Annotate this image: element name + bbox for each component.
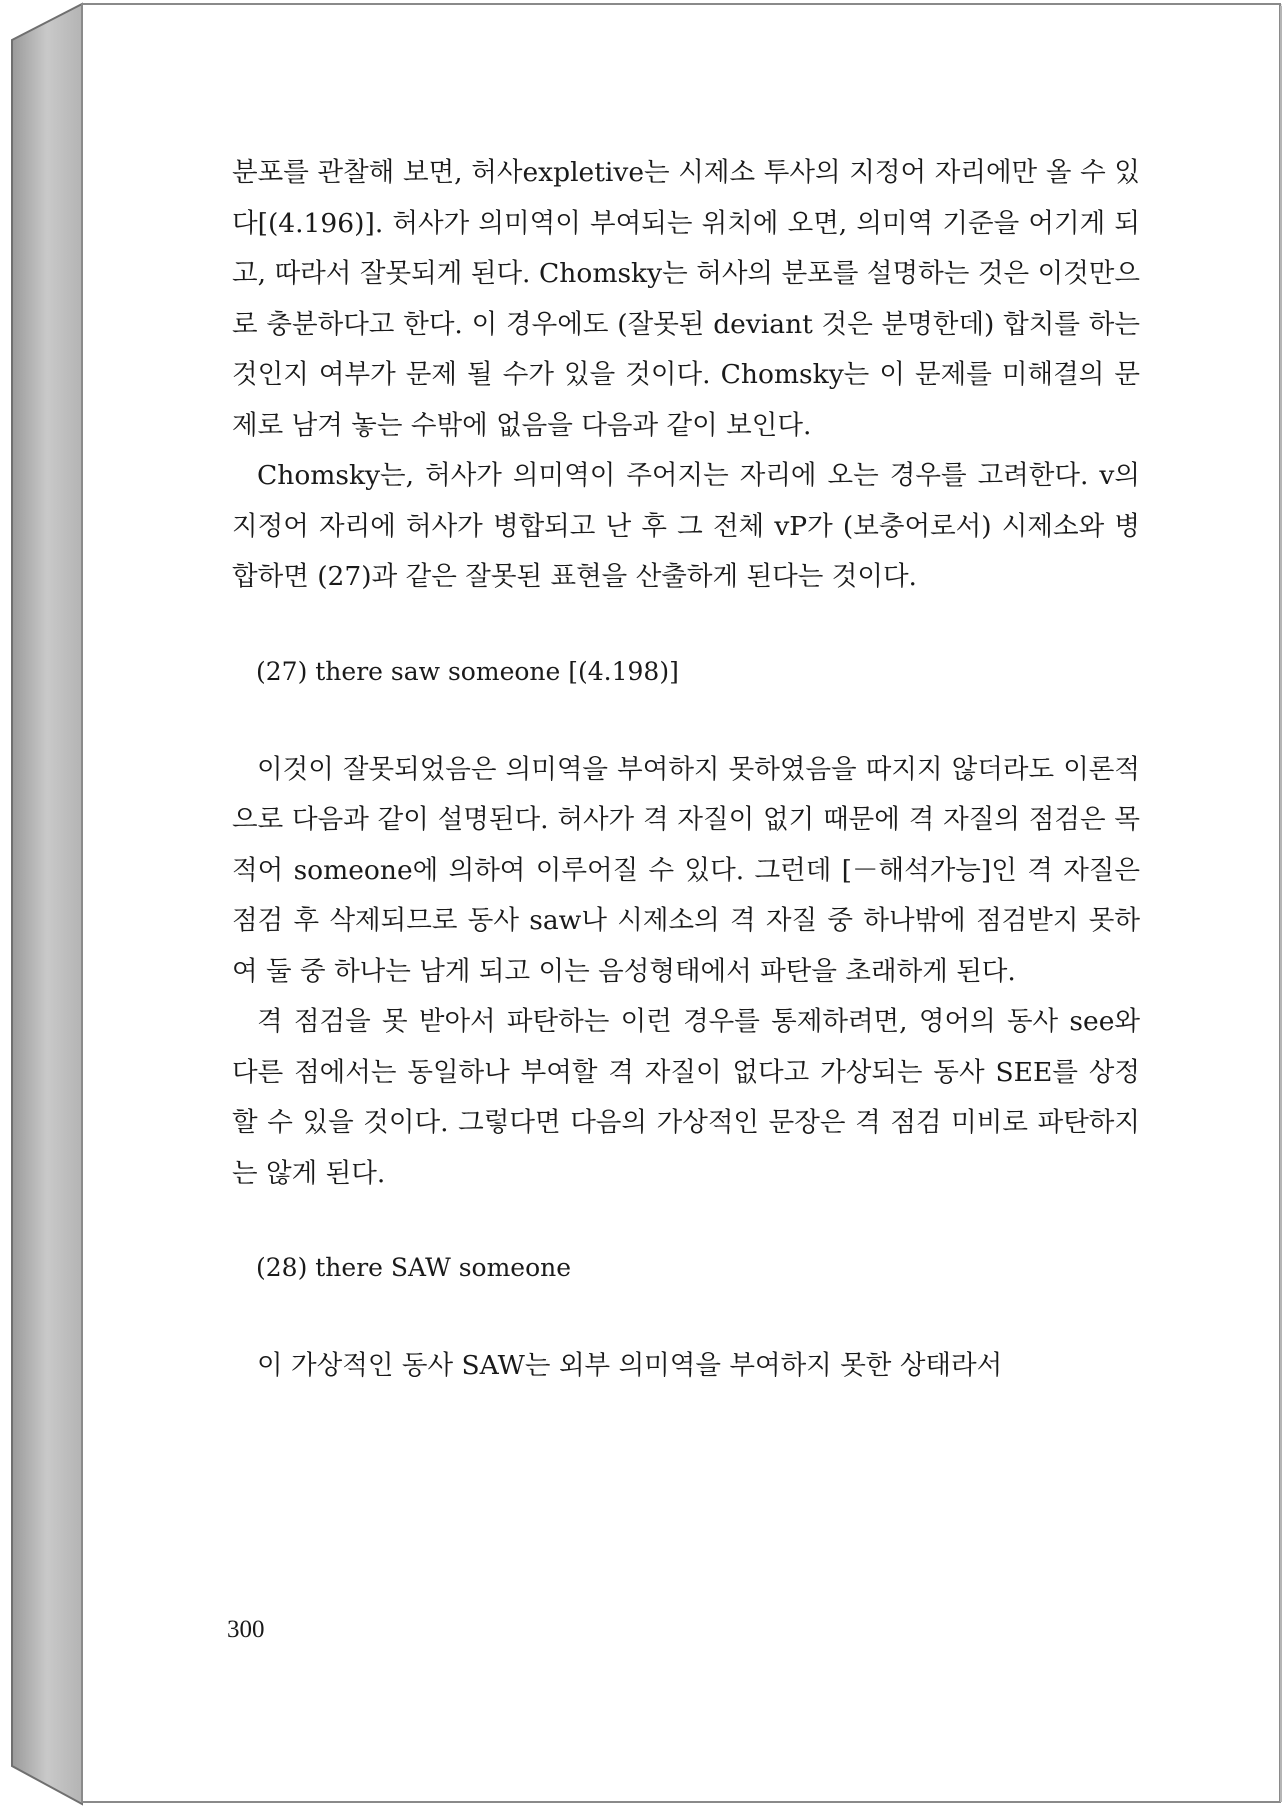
paragraph-5: 이 가상적인 동사 SAW는 외부 의미역을 부여하지 못한 상태라서 <box>257 1350 1003 1381</box>
paragraph-4: 격 점검을 못 받아서 파탄하는 이런 경우를 통제하려면, 영어의 동사 see와 다른 점에서는 동일하나 부여할 격 자질이 없다고 가상되는 동사 SEE를 상정할 수 있을 것이다. 그렇다면 다음의 가상적인 문장은 격 점검 미비로 파탄하지는 않게 된다. <box>232 1006 1140 1189</box>
paragraph-1: 분포를 관찰해 보면, 허사expletive는 시제소 투사의 지정어 자리에만 올 수 있다[(4.196)]. 허사가 의미역이 부여되는 위치에 오면, 의미역 기준을 어기게 되고, 따라서 잘못되게 된다. Chomsky는 허사의 분포를 설명하는 것은 이것만으로 충분하다고 한다. 이 경우에도 (잘못된 deviant 것은 분명한데) 합치를 하는 것인지 여부가 문제 될 수가 있을 것이다. Chomsky는 이 문제를 미해결의 문제로 남겨 놓는 수밖에 없음을 다음과 같이 보인다. <box>232 157 1140 441</box>
book-spine <box>12 4 82 1804</box>
paragraph-2: Chomsky는, 허사가 의미역이 주어지는 자리에 오는 경우를 고려한다. v의 지정어 자리에 허사가 병합되고 난 후 그 전체 vP가 (보충어로서) 시제소와 병합하면 (27)과 같은 잘못된 표현을 산출하게 된다는 것이다. <box>232 460 1140 592</box>
page-body <box>232 148 1140 1392</box>
page-number: 300 <box>227 1616 265 1643</box>
paragraph-3: 이것이 잘못되었음은 의미역을 부여하지 못하였음을 따지지 않더라도 이론적으로 다음과 같이 설명된다. 허사가 격 자질이 없기 때문에 격 자질의 점검은 목적어 someone에 의하여 이루어질 수 있다. 그런데 [－해석가능]인 격 자질은 점검 후 삭제되므로 동사 saw나 시제소의 격 자질 중 하나밖에 점검받지 못하여 둘 중 하나는 남게 되고 이는 음성형태에서 파탄을 초래하게 된다. <box>232 753 1140 987</box>
example-27: (27) there saw someone [(4.198)] <box>256 656 679 686</box>
example-28: (28) there SAW someone <box>256 1253 572 1282</box>
